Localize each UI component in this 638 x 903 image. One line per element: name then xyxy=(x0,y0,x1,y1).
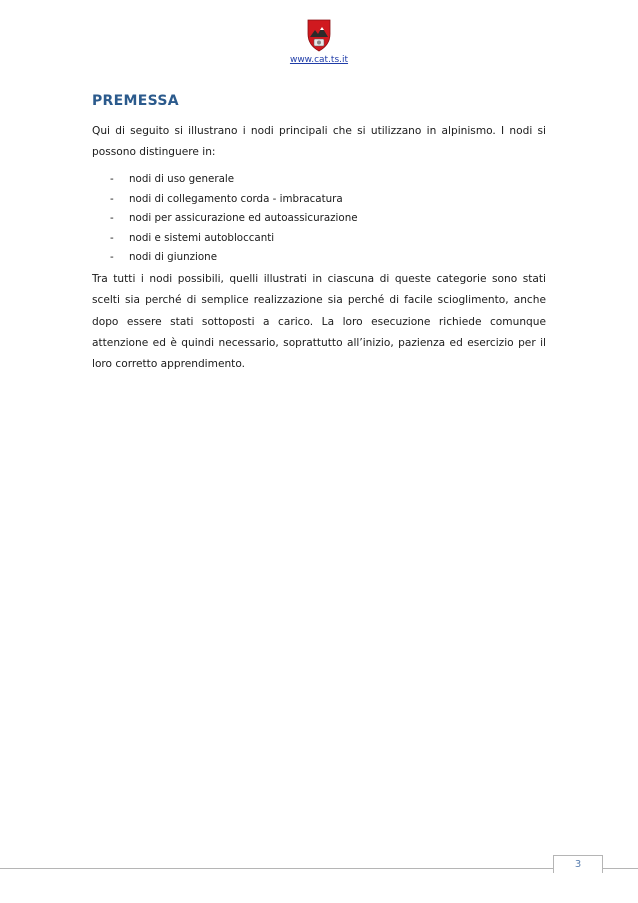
bullet-dash: - xyxy=(110,173,114,185)
club-crest-logo xyxy=(305,18,333,52)
site-url-link[interactable]: www.cat.ts.it xyxy=(289,55,349,65)
bullet-dash: - xyxy=(110,231,114,244)
list-item xyxy=(92,190,546,210)
list-item-text: nodi per assicurazione ed autoassicurazione xyxy=(129,212,358,225)
list-item-text: nodi di uso generale xyxy=(129,173,235,185)
section-title: PREMESSA xyxy=(92,93,179,109)
list-item-text: nodi di collegamento corda - imbracatura xyxy=(129,192,343,205)
intro-paragraph: Qui di seguito si illustrano i nodi principali che si utilizzano in alpinismo. I nodi si possono distinguere in: xyxy=(92,125,546,159)
list-item xyxy=(92,229,546,249)
footer-divider xyxy=(0,868,638,869)
knot-category-list xyxy=(92,170,546,268)
page-number: 3 xyxy=(553,855,603,873)
list-item xyxy=(92,170,546,190)
body-paragraph: Tra tutti i nodi possibili, quelli illustrati in ciascuna di queste categorie sono stati scelti sia perché di semplice realizzazione sia perché di facile scioglimento, anche dopo essere stati sottoposti a carico. La loro esecuzione richiede comunque attenzione ed è quindi necessario, soprattutto all’inizio, pazienza ed esercizio per il loro corretto apprendimento. xyxy=(92,273,546,371)
list-item xyxy=(92,209,546,229)
bullet-dash: - xyxy=(110,192,114,205)
list-item-text: nodi di giunzione xyxy=(129,251,218,264)
list-item xyxy=(92,248,546,268)
list-item-text: nodi e sistemi autobloccanti xyxy=(129,231,275,244)
bullet-dash: - xyxy=(110,251,114,264)
bullet-dash: - xyxy=(110,212,114,225)
